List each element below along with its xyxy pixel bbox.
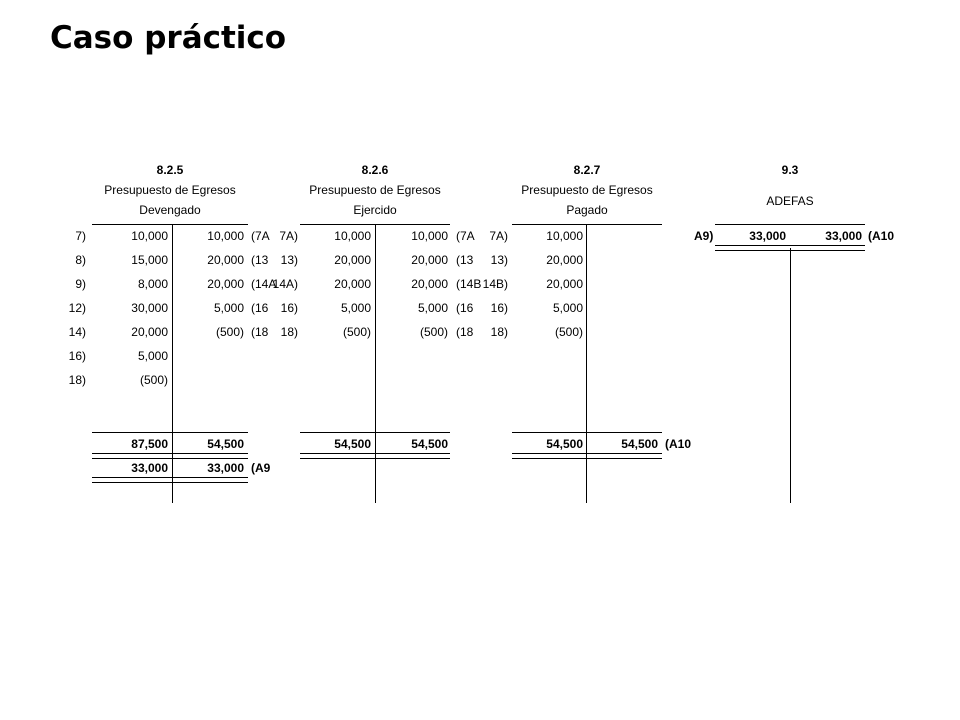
t-vertical-line (375, 224, 376, 503)
debit-total: 87,500 (131, 437, 168, 451)
account-name-line2: Pagado (566, 203, 608, 217)
t-vertical-line (586, 224, 587, 503)
credit-value: (500) (215, 325, 244, 339)
credit-value: 20,000 (411, 277, 448, 291)
debit-value: 8,000 (137, 277, 168, 291)
left-reference: 8) (75, 253, 86, 267)
right-reference: (13 (456, 253, 474, 267)
credit-value: 5,000 (213, 301, 244, 315)
debit-balance: 33,000 (131, 461, 168, 475)
left-reference: 9) (75, 277, 86, 291)
debit-value: 10,000 (334, 229, 371, 243)
right-reference: (18 (251, 325, 269, 339)
credit-balance: 33,000 (207, 461, 244, 475)
account-name-line1: Presupuesto de Egresos (309, 183, 441, 197)
debit-value: 20,000 (131, 325, 168, 339)
debit-value: (500) (342, 325, 371, 339)
account-name-line1: Presupuesto de Egresos (104, 183, 236, 197)
left-reference: 16) (280, 301, 298, 315)
debit-value: 33,000 (749, 229, 786, 243)
credit-value: 5,000 (417, 301, 448, 315)
debit-value: 10,000 (546, 229, 583, 243)
right-reference: (7A (251, 229, 270, 243)
account-code: 8.2.7 (573, 163, 601, 177)
left-reference: 14) (68, 325, 86, 339)
t-vertical-line (172, 224, 173, 503)
debit-value: 20,000 (546, 277, 583, 291)
t-account-93 (690, 160, 915, 505)
left-reference: 7A) (279, 229, 298, 243)
right-reference: (14B (456, 277, 482, 291)
totals-rule (92, 432, 248, 433)
credit-value: 20,000 (411, 253, 448, 267)
t-vertical-line (790, 248, 791, 503)
t-horizontal-line (92, 224, 248, 225)
left-reference: 13) (490, 253, 508, 267)
right-reference: (A9 (251, 461, 271, 475)
right-reference: (13 (251, 253, 269, 267)
right-reference: (16 (251, 301, 269, 315)
debit-value: 20,000 (546, 253, 583, 267)
page-title: Caso práctico (50, 20, 287, 56)
right-reference: (A10 (868, 229, 895, 243)
left-reference: 18) (68, 373, 86, 387)
t-horizontal-line (512, 224, 662, 225)
t-horizontal-line (715, 224, 865, 225)
account-code: 8.2.6 (361, 163, 389, 177)
debit-value: 5,000 (552, 301, 583, 315)
debit-total: 54,500 (334, 437, 371, 451)
left-reference: 16) (490, 301, 508, 315)
credit-value: 33,000 (825, 229, 862, 243)
debit-value: 5,000 (137, 349, 168, 363)
debit-value: 20,000 (334, 277, 371, 291)
account-name-line1: ADEFAS (766, 194, 814, 208)
left-reference: A9) (694, 229, 714, 243)
right-reference: (A10 (665, 437, 692, 451)
credit-total: 54,500 (621, 437, 658, 451)
right-reference: (14A (251, 277, 277, 291)
right-reference: (18 (456, 325, 474, 339)
account-header (92, 160, 248, 220)
left-reference: 7) (75, 229, 86, 243)
debit-value: 20,000 (334, 253, 371, 267)
credit-value: (500) (419, 325, 448, 339)
account-header (512, 160, 662, 220)
left-reference: 18) (490, 325, 508, 339)
account-name-line2: Ejercido (353, 203, 397, 217)
debit-value: 30,000 (131, 301, 168, 315)
totals-rule (512, 432, 662, 433)
left-reference: 7A) (489, 229, 508, 243)
double-rule (300, 453, 450, 459)
debit-value: (500) (139, 373, 168, 387)
account-header (715, 160, 865, 222)
debit-total: 54,500 (546, 437, 583, 451)
left-reference: 18) (280, 325, 298, 339)
right-reference: (7A (456, 229, 475, 243)
left-reference: 14B) (482, 277, 508, 291)
account-header (300, 160, 450, 220)
credit-value: 20,000 (207, 277, 244, 291)
t-account-827 (478, 160, 708, 505)
double-rule (512, 453, 662, 459)
account-name-line2: Devengado (139, 203, 201, 217)
right-reference: (16 (456, 301, 474, 315)
credit-value: 20,000 (207, 253, 244, 267)
debit-value: 10,000 (131, 229, 168, 243)
debit-value: 15,000 (131, 253, 168, 267)
debit-value: (500) (554, 325, 583, 339)
left-reference: 13) (280, 253, 298, 267)
credit-value: 10,000 (411, 229, 448, 243)
account-code: 9.3 (781, 163, 799, 177)
left-reference: 16) (68, 349, 86, 363)
credit-value: 10,000 (207, 229, 244, 243)
debit-value: 5,000 (340, 301, 371, 315)
account-name-line1: Presupuesto de Egresos (521, 183, 653, 197)
credit-total: 54,500 (411, 437, 448, 451)
double-rule (92, 477, 248, 483)
left-reference: 14A) (272, 277, 298, 291)
credit-total: 54,500 (207, 437, 244, 451)
account-code: 8.2.5 (156, 163, 184, 177)
left-reference: 12) (68, 301, 86, 315)
totals-rule (300, 432, 450, 433)
